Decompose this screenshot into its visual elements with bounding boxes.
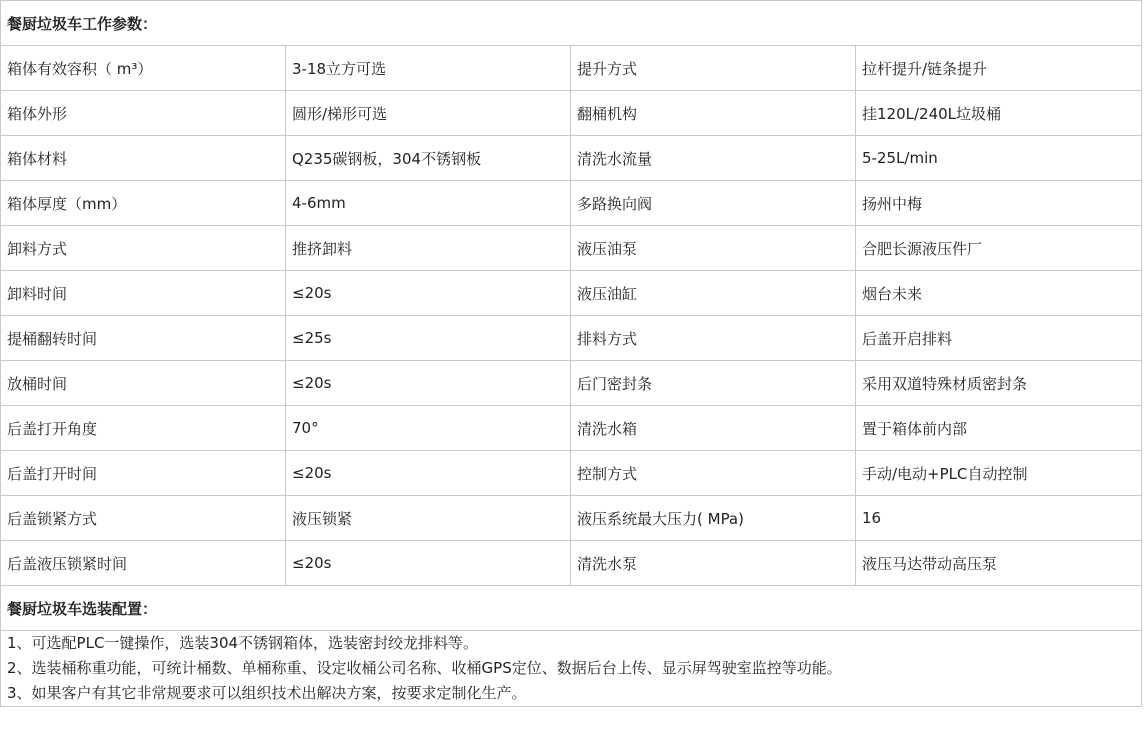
param-value: ≤20s [286,271,571,316]
param-value: 挂120L/240L垃圾桶 [856,91,1142,136]
param-name: 箱体外形 [1,91,286,136]
param-value: 3-18立方可选 [286,46,571,91]
param-name: 清洗水流量 [571,136,856,181]
section-header-row [1,586,1142,631]
param-value: 16 [856,496,1142,541]
table-row [1,496,1142,541]
param-value: Q235碳钢板，304不锈钢板 [286,136,571,181]
param-name: 提桶翻转时间 [1,316,286,361]
table-row [1,226,1142,271]
section-header-row [1,1,1142,46]
param-value: 手动/电动+PLC自动控制 [856,451,1142,496]
param-value: 液压锁紧 [286,496,571,541]
param-value: ≤25s [286,316,571,361]
param-name: 多路换向阀 [571,181,856,226]
param-value: 采用双道特殊材质密封条 [856,361,1142,406]
table-row [1,361,1142,406]
table-row [1,271,1142,316]
param-value: 圆形/梯形可选 [286,91,571,136]
param-name: 后门密封条 [571,361,856,406]
param-value: 扬州中梅 [856,181,1142,226]
param-value: 后盖开启排料 [856,316,1142,361]
param-value: 拉杆提升/链条提升 [856,46,1142,91]
notes-row [1,631,1142,707]
table-row [1,406,1142,451]
param-name: 箱体厚度（mm） [1,181,286,226]
param-name: 后盖锁紧方式 [1,496,286,541]
table-row [1,46,1142,91]
param-name: 液压油泵 [571,226,856,271]
param-name: 清洗水箱 [571,406,856,451]
param-name: 放桶时间 [1,361,286,406]
param-name: 箱体材料 [1,136,286,181]
note-line: 1、可选配PLC一键操作，选装304不锈钢箱体，选装密封绞龙排料等。 [7,634,479,652]
param-value: ≤20s [286,361,571,406]
param-name: 排料方式 [571,316,856,361]
table-row [1,136,1142,181]
table-row [1,181,1142,226]
param-value: 置于箱体前内部 [856,406,1142,451]
param-value: 烟台未来 [856,271,1142,316]
param-name: 清洗水泵 [571,541,856,586]
param-value: 推挤卸料 [286,226,571,271]
section-title-work-params: 餐厨垃圾车工作参数： [1,1,1142,46]
table-row [1,316,1142,361]
param-name: 卸料方式 [1,226,286,271]
param-name: 后盖打开角度 [1,406,286,451]
table-row [1,541,1142,586]
param-name: 提升方式 [571,46,856,91]
param-name: 后盖打开时间 [1,451,286,496]
param-name: 后盖液压锁紧时间 [1,541,286,586]
param-name: 液压系统最大压力( MPa) [571,496,856,541]
param-name: 液压油缸 [571,271,856,316]
table-row [1,91,1142,136]
param-name: 控制方式 [571,451,856,496]
param-value: ≤20s [286,451,571,496]
param-name: 箱体有效容积（ m³） [1,46,286,91]
param-value: 合肥长源液压件厂 [856,226,1142,271]
section-title-optional-config: 餐厨垃圾车选装配置： [1,586,1142,631]
spec-table-body [1,1,1142,707]
note-line: 2、选装桶称重功能，可统计桶数、单桶称重、设定收桶公司名称、收桶GPS定位、数据后台上传、显示屏驾驶室监控等功能。 [7,659,842,677]
param-value: 5-25L/min [856,136,1142,181]
param-value: 70° [286,406,571,451]
param-value: 液压马达带动高压泵 [856,541,1142,586]
note-line: 3、如果客户有其它非常规要求可以组织技术出解决方案，按要求定制化生产。 [7,684,527,702]
optional-config-notes [1,631,1142,707]
param-value: 4-6mm [286,181,571,226]
param-value: ≤20s [286,541,571,586]
param-name: 卸料时间 [1,271,286,316]
table-row [1,451,1142,496]
param-name: 翻桶机构 [571,91,856,136]
